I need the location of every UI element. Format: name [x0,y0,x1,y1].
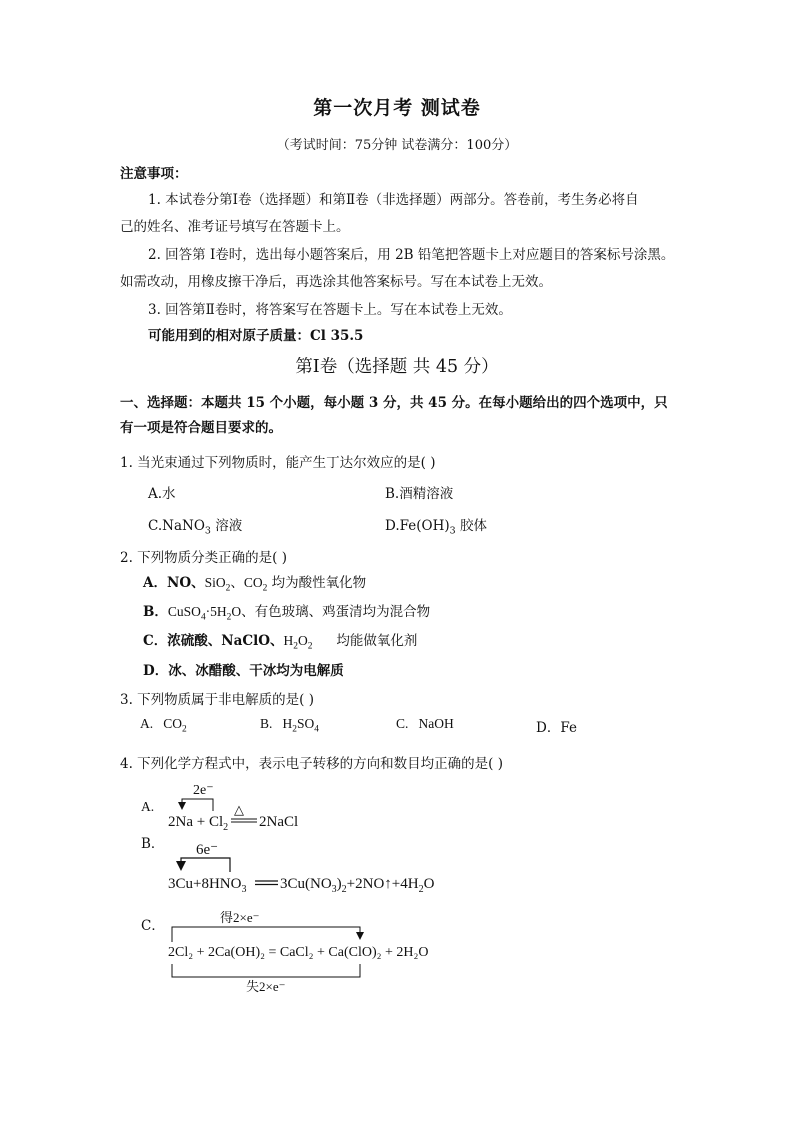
q4-option-c-equation [160,906,450,996]
electron-gain-label: 得2×e⁻ [220,910,260,925]
transfer-bracket [181,858,230,872]
loss-bracket [172,964,360,977]
question-3-stem: 3. 下列物质属于非电解质的是( ) [120,692,314,708]
q4-option-a-equation [160,778,320,836]
q2-option-a: A．NO、SiO$_2$、$CO_2$ 均为酸性氧化物 [143,575,367,594]
q1-option-a: A.水 [148,486,176,502]
q1-option-b: B.酒精溶液 [385,486,454,502]
gain-bracket [172,927,360,942]
equation-body: 2Cl₂ + 2Ca(OH)₂ = CaCl₂ + Ca(ClO)₂ + 2H₂O [168,945,429,960]
section-intro [120,391,668,411]
q1-option-c: C.NaNO$_3$ 溶液 [148,518,243,537]
q3-option-a: A. $CO_2$ [140,716,187,735]
q2-option-c: C．浓硫酸、NaClO、$H_2O_2$ 均能做氧化剂 [143,633,418,652]
equation-rhs: 2NaCl [259,814,299,830]
question-2-stem: 2. 下列物质分类正确的是( ) [120,550,287,566]
section-title: 第Ⅰ卷（选择题 共 45 分） [295,357,499,377]
transfer-bracket [182,799,213,811]
arrow-head-icon [178,802,186,810]
equation-products: $3Cu(NO_3)_2+2NO↑+4H_2O$ [280,876,435,895]
q4-option-a-label: A. [141,799,155,814]
question-1-stem: 1. 当光束通过下列物质时，能产生丁达尔效应的是( ) [120,455,436,471]
arrow-head-icon [356,932,364,940]
q4-option-b-equation [160,836,450,896]
q4-option-c-label: C． [141,918,165,934]
electron-loss-label: 失2×e⁻ [246,979,286,994]
question-4-stem: 4. 下列化学方程式中，表示电子转移的方向和数目均正确的是( ) [120,756,503,772]
note-item-1: 1. 本试卷分第Ⅰ卷（选择题）和第Ⅱ卷（非选择题）两部分。答卷前，考生务必将自 [148,192,639,208]
electron-transfer-label: 2e⁻ [193,783,214,798]
q1-option-d: $D.Fe(OH)_3$ 胶体 [385,518,487,537]
section-intro-line1: 一、选择题：本题共 15 个小题，每小题 3 分，共 45 分。在每小题给出的四个选项中，只 [120,395,668,411]
atomic-mass-note: 可能用到的相对原子质量：Cl 35.5 [148,328,364,344]
exam-subtitle: （考试时间：75分钟 试卷满分：100分） [276,138,518,153]
note-item-3: 3. 回答第Ⅱ卷时，将答案写在答题卡上。写在本试卷上无效。 [148,302,512,318]
arrow-head-icon [176,861,186,871]
q3-option-b: B. $H_2SO_4$ [260,716,319,735]
page-title: 第一次月考 测试卷 [313,97,481,119]
q4-option-b-label: B． [141,836,165,852]
q3-option-d: D．Fe [536,720,577,736]
q2-option-b: B．$CuSO_4\cdot 5H_2O$、有色玻璃、鸡蛋清均为混合物 [143,604,431,623]
note-item-1-cont: 己的姓名、准考证号填写在答题卡上。 [120,219,350,235]
note-item-2-cont: 如需改动，用橡皮擦干净后，再选涂其他答案标号。写在本试卷上无效。 [120,274,552,290]
electron-transfer-label: 6e⁻ [196,842,219,858]
section-intro-line2: 有一项是符合题目要求的。 [120,420,282,436]
q2-option-d: D．冰、冰醋酸、干冰均为电解质 [143,663,344,679]
equation-body: $3Cu+8HNO_3$ [168,876,247,895]
note-item-2: 2. 回答第 Ⅰ卷时，选出每小题答案后，用 2B 铅笔把答题卡上对应题目的答案标号涂黑。 [148,247,675,263]
heat-condition-icon: △ [234,802,244,817]
notes-heading: 注意事项： [120,166,188,182]
equation-lhs: $2Na + Cl_2$ [168,814,229,833]
q3-option-c: C. NaOH [396,716,454,731]
